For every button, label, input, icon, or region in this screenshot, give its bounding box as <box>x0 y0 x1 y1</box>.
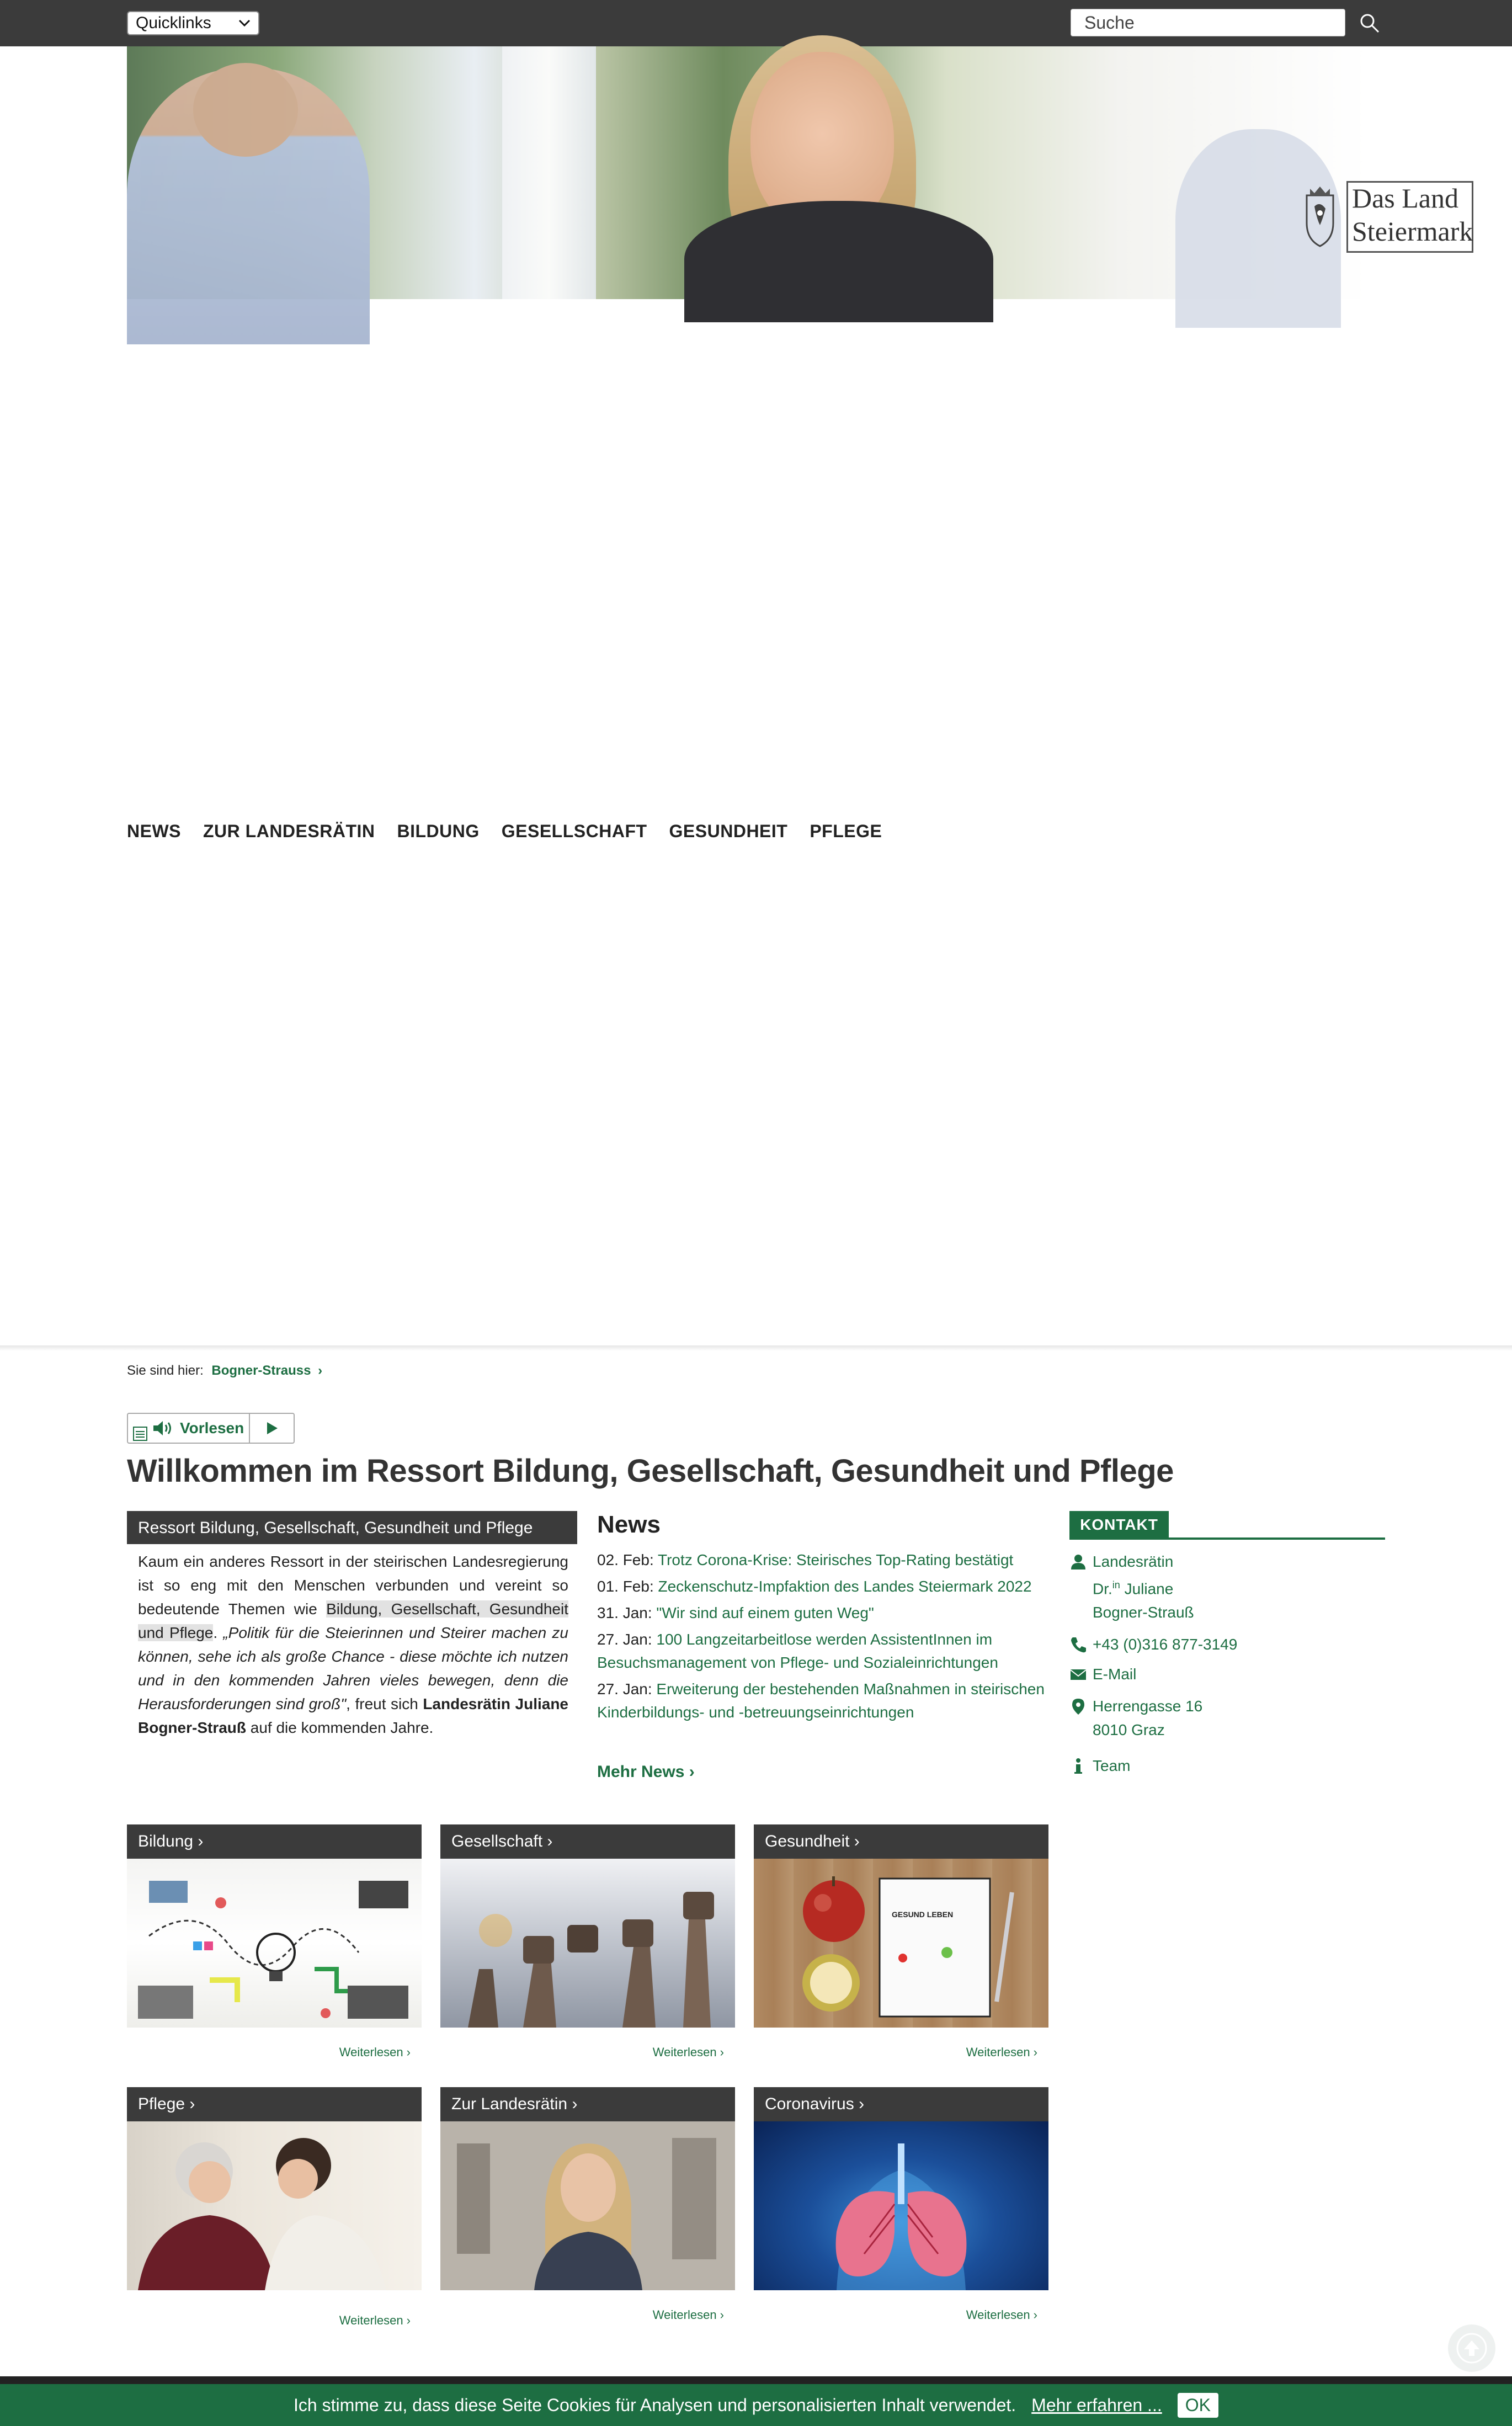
bildung-illustration <box>127 1859 422 2028</box>
nav-item-zur-landesraetin[interactable]: ZUR LANDESRÄTIN <box>203 821 375 841</box>
land-steiermark-logo[interactable] <box>1302 181 1473 254</box>
card-image[interactable] <box>754 1859 1048 2028</box>
apple-notebook-illustration <box>754 1859 1048 2028</box>
news-link[interactable]: Erweiterung der bestehenden Maßnahmen in steirischen Kinderbildungs- und -betreuungseinrichtungen <box>597 1680 1045 1721</box>
news-item <box>597 1549 1050 1572</box>
card-bildung[interactable] <box>127 1824 422 2062</box>
card-title[interactable]: Pflege › <box>127 2087 422 2121</box>
breadcrumb-current[interactable]: Bogner-Strauss <box>211 1363 311 1378</box>
news-link[interactable]: 100 Langzeitarbeitlose werden AssistentInnen im Besuchsmanagement von Pflege- und Sozialeinrichtungen <box>597 1631 998 1671</box>
kontakt-divider <box>1069 1537 1385 1540</box>
kontakt-name[interactable] <box>1093 1550 1194 1624</box>
arrow-up-icon <box>1456 2333 1487 2364</box>
kontakt-team-link[interactable]: Team <box>1093 1757 1131 1774</box>
card-image[interactable] <box>127 2121 422 2290</box>
speaker-icon <box>152 1419 174 1437</box>
info-icon <box>1069 1757 1087 1775</box>
news-item <box>597 1678 1050 1724</box>
card-more-link[interactable]: Weiterlesen › <box>339 2045 411 2059</box>
news-item <box>597 1602 1050 1625</box>
intro-text-4: auf die kommenden Jahre. <box>250 1719 434 1736</box>
card-image[interactable] <box>127 1859 422 2028</box>
content-divider <box>0 1345 1512 1351</box>
hero-image <box>127 46 1473 299</box>
scroll-to-top-button[interactable] <box>1448 2324 1495 2372</box>
nav-item-pflege[interactable]: PFLEGE <box>810 821 882 841</box>
news-item <box>597 1575 1050 1598</box>
page-title: Willkommen im Ressort Bildung, Gesellschaft, Gesundheit und Pflege <box>127 1453 1174 1489</box>
card-more-link[interactable]: Weiterlesen › <box>966 2308 1037 2322</box>
quicklinks-label: Quicklinks <box>136 14 211 32</box>
news-link[interactable]: "Wir sind auf einem guten Weg" <box>656 1604 874 1621</box>
kontakt-phone-number[interactable]: +43 (0)316 877-3149 <box>1093 1636 1238 1653</box>
hero-person-body <box>684 201 993 322</box>
card-image[interactable] <box>440 2121 735 2290</box>
cookie-more-link[interactable]: Mehr erfahren ... <box>1031 2395 1162 2415</box>
news-heading: News <box>597 1511 661 1538</box>
pflege-illustration <box>127 2121 422 2290</box>
card-image[interactable] <box>754 2121 1048 2290</box>
news-link[interactable]: Zeckenschutz-Impfaktion des Landes Steiermark 2022 <box>658 1578 1032 1595</box>
kontakt-tab: KONTAKT <box>1069 1511 1169 1539</box>
intro-text-2: . <box>213 1624 218 1641</box>
intro-highlight: Bildung, Gesellschaft, Gesundheit und Pflege <box>138 1600 569 1641</box>
kontakt-address-text[interactable] <box>1093 1694 1202 1742</box>
lungs-illustration <box>754 2121 1048 2290</box>
hero-person-left <box>127 68 370 344</box>
card-pflege[interactable] <box>127 2087 422 2328</box>
news-link[interactable]: Trotz Corona-Krise: Steirisches Top-Rating bestätigt <box>658 1551 1014 1568</box>
kontakt-address-line2: 8010 Graz <box>1093 1721 1165 1738</box>
map-marker-icon <box>1069 1698 1087 1715</box>
nav-item-news[interactable]: NEWS <box>127 821 181 841</box>
top-bar <box>0 0 1512 46</box>
intro-quote: „Politik für die Steierinnen und Steirer machen zu können, sehe ich als große Chance - diese möchte ich nutzen und in den kommenden Jahren vieles bewegen, denn die Herausforderungen sind groß" <box>138 1624 569 1712</box>
kontakt-address <box>1069 1694 1202 1742</box>
kontakt-name-line2 <box>1093 1573 1194 1600</box>
play-button[interactable] <box>250 1414 294 1443</box>
intro-text-1: Kaum ein anderes Ressort in der steirischen Landesregierung ist so eng mit den Menschen verbunden und vereint so bedeutende Themen wie <box>138 1553 568 1618</box>
user-icon <box>1069 1553 1087 1571</box>
hero-curtain <box>502 46 596 299</box>
card-gesundheit[interactable] <box>754 1824 1048 2062</box>
kontakt-name-line1: Landesrätin <box>1093 1553 1174 1570</box>
news-item <box>597 1628 1050 1674</box>
phone-icon <box>1069 1636 1087 1653</box>
cookie-ok-button[interactable]: OK <box>1178 2393 1218 2418</box>
card-more-link[interactable]: Weiterlesen › <box>339 2313 411 2327</box>
nav-item-bildung[interactable]: BILDUNG <box>397 821 480 841</box>
card-zur-landesraetin[interactable] <box>440 2087 735 2328</box>
mehr-news-link[interactable]: Mehr News › <box>597 1763 695 1781</box>
chevron-down-icon <box>238 19 251 27</box>
kontakt-email <box>1069 1662 1136 1686</box>
quicklinks-select[interactable] <box>127 11 259 35</box>
envelope-icon <box>1069 1666 1087 1683</box>
search-input[interactable] <box>1071 9 1345 36</box>
card-more-link[interactable]: Weiterlesen › <box>652 2045 724 2059</box>
intro-name: Landesrätin Juliane Bogner-Strauß <box>138 1695 569 1736</box>
news-date: 02. Feb: <box>597 1551 654 1568</box>
card-title[interactable]: Coronavirus › <box>754 2087 1048 2121</box>
play-icon <box>265 1421 279 1435</box>
readspeaker-widget <box>127 1413 295 1444</box>
notebook-label: GESUND LEBEN <box>892 1910 954 1919</box>
card-title[interactable]: Gesellschaft › <box>440 1824 735 1859</box>
card-coronavirus[interactable] <box>754 2087 1048 2328</box>
cookie-text: Ich stimme zu, dass diese Seite Cookies für Analysen und personalisierten Inhalt verwendet. <box>294 2395 1016 2415</box>
intro-heading: Ressort Bildung, Gesellschaft, Gesundheit und Pflege <box>127 1511 577 1544</box>
kontakt-phone <box>1069 1632 1237 1656</box>
kontakt-name-line3: Bogner-Strauß <box>1093 1604 1194 1621</box>
news-date: 31. Jan: <box>597 1604 652 1621</box>
landesraetin-portrait <box>440 2121 735 2290</box>
card-more-link[interactable]: Weiterlesen › <box>652 2308 724 2322</box>
kontakt-title-sup: in <box>1112 1579 1120 1590</box>
logo-line1: Das Land <box>1352 183 1458 214</box>
news-list <box>597 1549 1050 1727</box>
vorlesen-label: Vorlesen <box>180 1419 244 1437</box>
cookie-banner <box>0 2384 1512 2426</box>
kontakt-team <box>1069 1754 1130 1778</box>
kontakt-firstname: Juliane <box>1124 1580 1174 1598</box>
footer-bar <box>0 2376 1512 2384</box>
menu-icon[interactable] <box>132 1426 148 1441</box>
puzzle-hands-illustration <box>440 1859 735 2028</box>
nav-item-gesellschaft[interactable]: GESELLSCHAFT <box>501 821 647 841</box>
vorlesen-button[interactable] <box>128 1414 250 1443</box>
card-image[interactable] <box>440 1859 735 2028</box>
breadcrumb-prefix: Sie sind hier: <box>127 1363 204 1378</box>
intro-text <box>138 1550 568 1739</box>
kontakt-address-line1: Herrengasse 16 <box>1093 1698 1203 1715</box>
kontakt-title: Dr. <box>1093 1580 1112 1598</box>
nav-item-gesundheit[interactable]: GESUNDHEIT <box>669 821 788 841</box>
card-title[interactable]: Zur Landesrätin › <box>440 2087 735 2121</box>
news-date: 27. Jan: <box>597 1631 652 1648</box>
card-more-link[interactable]: Weiterlesen › <box>966 2045 1037 2059</box>
breadcrumb-chevron: › <box>318 1363 323 1378</box>
search-icon[interactable] <box>1359 12 1381 34</box>
news-date: 27. Jan: <box>597 1680 652 1698</box>
intro-text-3: , freut sich <box>346 1695 418 1712</box>
card-title[interactable]: Gesundheit › <box>754 1824 1048 1859</box>
logo-line2: Steiermark <box>1352 216 1473 247</box>
breadcrumb <box>127 1363 322 1379</box>
kontakt-email-link[interactable]: E-Mail <box>1093 1666 1137 1683</box>
news-date: 01. Feb: <box>597 1578 654 1595</box>
card-title[interactable]: Bildung › <box>127 1824 422 1859</box>
panther-crest-icon <box>1302 184 1338 251</box>
kontakt-person <box>1069 1550 1194 1624</box>
main-navigation <box>127 821 882 845</box>
card-gesellschaft[interactable] <box>440 1824 735 2062</box>
